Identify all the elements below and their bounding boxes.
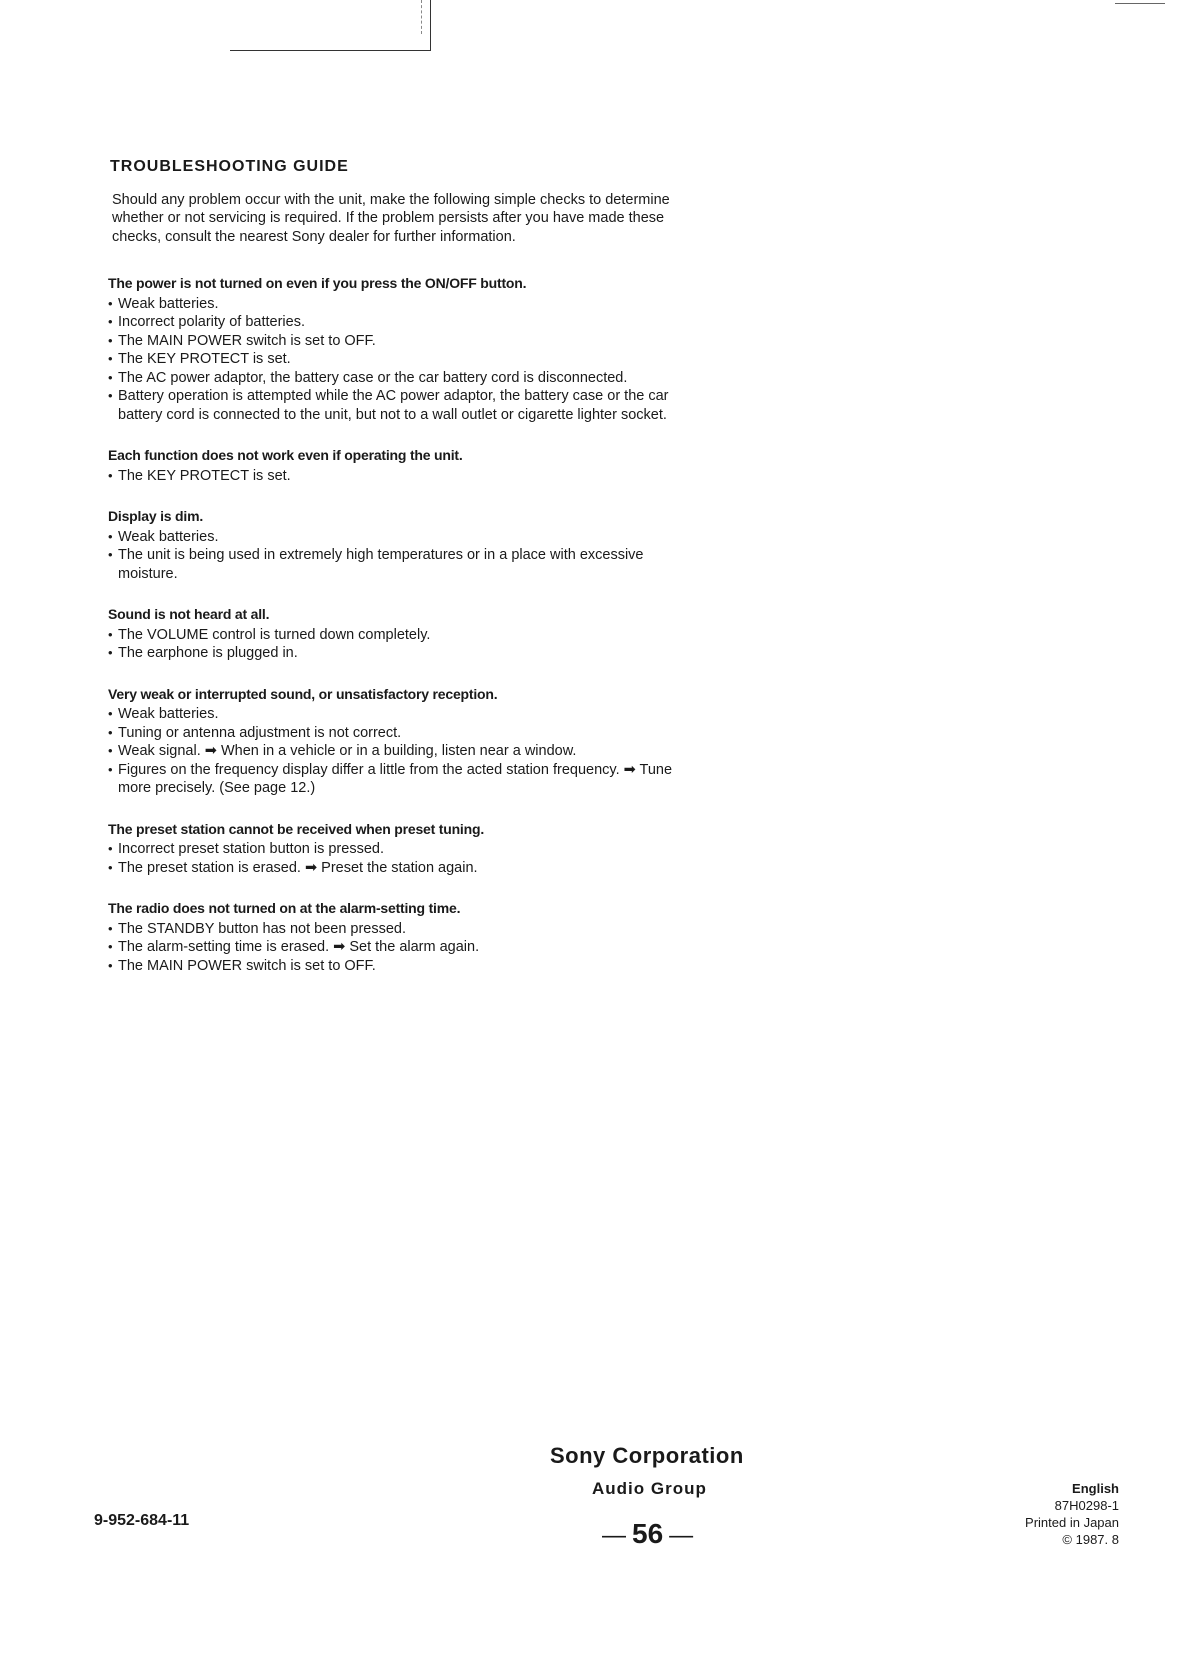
- troubleshooting-section: [108, 605, 688, 663]
- section-heading: Each function does not work even if operating the unit.: [108, 447, 463, 463]
- checklist: [108, 528, 688, 584]
- document-code: 87H0298-1: [1054, 1498, 1119, 1513]
- checklist-item: • The unit is being used in extremely high temperatures or in a place with excessive moisture.: [108, 546, 688, 583]
- checklist: [108, 295, 688, 425]
- section-heading: Display is dim.: [108, 508, 204, 524]
- checklist-item: • The MAIN POWER switch is set to OFF.: [108, 332, 688, 351]
- troubleshooting-section: [108, 507, 688, 583]
- checklist-item: • The MAIN POWER switch is set to OFF.: [108, 957, 688, 976]
- troubleshooting-section: [108, 274, 688, 424]
- troubleshooting-content: [108, 158, 688, 997]
- page-number: [596, 1518, 699, 1550]
- checklist-item: • The KEY PROTECT is set.: [108, 350, 688, 369]
- printed-in: Printed in Japan: [1025, 1515, 1119, 1530]
- crop-mark-frame: [230, 0, 431, 51]
- checklist-item: • Incorrect polarity of batteries.: [108, 313, 688, 332]
- section-heading: The preset station cannot be received when preset tuning.: [108, 820, 485, 837]
- checklist-item: • The VOLUME control is turned down completely.: [108, 626, 688, 645]
- section-heading: The radio does not turned on at the alarm-setting time.: [108, 900, 461, 916]
- footer-center: [520, 1443, 790, 1499]
- checklist: [108, 920, 688, 976]
- troubleshooting-section: [108, 685, 688, 798]
- checklist-item: • Weak signal. ➡ When in a vehicle or in a building, listen near a window.: [108, 742, 688, 761]
- troubleshooting-section: [108, 446, 688, 485]
- checklist-item: • Tuning or antenna adjustment is not correct.: [108, 724, 688, 743]
- checklist-item: • Weak batteries.: [108, 295, 688, 314]
- troubleshooting-sections: [108, 274, 688, 975]
- page-title: TROUBLESHOOTING GUIDE: [110, 158, 349, 175]
- checklist: [108, 840, 688, 877]
- language-label: English: [1072, 1481, 1119, 1496]
- checklist-item: • Figures on the frequency display differ a little from the acted station frequency. ➡ Tune more precisely. (See page 12.): [108, 761, 688, 798]
- checklist: [108, 705, 688, 798]
- checklist-item: • The alarm-setting time is erased. ➡ Set the alarm again.: [108, 938, 688, 957]
- checklist: [108, 626, 688, 663]
- checklist-item: • Incorrect preset station button is pressed.: [108, 840, 688, 859]
- page-number-value: 56: [632, 1518, 664, 1549]
- troubleshooting-section: [108, 820, 688, 878]
- checklist-item: • The preset station is erased. ➡ Preset the station again.: [108, 859, 688, 878]
- checklist-item: • The STANDBY button has not been pressed.: [108, 920, 688, 939]
- checklist: [108, 467, 688, 486]
- checklist-item: • Battery operation is attempted while the AC power adaptor, the battery case or the car battery cord is connected to the unit, but not to a wall outlet or cigarette lighter socket.: [108, 387, 688, 424]
- checklist-item: • The earphone is plugged in.: [108, 644, 688, 663]
- corner-rule: [1115, 3, 1165, 4]
- company-group: Audio Group: [592, 1479, 707, 1498]
- part-number: 9-952-684-11: [94, 1512, 190, 1529]
- section-heading: Sound is not heard at all.: [108, 606, 270, 622]
- print-info: [1025, 1480, 1119, 1548]
- checklist-item: • Weak batteries.: [108, 528, 688, 547]
- company-name: Sony Corporation: [550, 1443, 744, 1468]
- copyright: © 1987. 8: [1062, 1532, 1119, 1547]
- section-heading: The power is not turned on even if you press the ON/OFF button.: [108, 275, 527, 291]
- section-heading: Very weak or interrupted sound, or unsatisfactory reception.: [108, 685, 498, 702]
- troubleshooting-section: [108, 899, 688, 975]
- page-dash-right: —: [669, 1522, 694, 1549]
- intro-paragraph: Should any problem occur with the unit, make the following simple checks to determine whether or not servicing is required. If the problem persists after you have made these checks, consult the nearest Sony dealer for further information.: [112, 191, 670, 245]
- checklist-item: • The AC power adaptor, the battery case or the car battery cord is disconnected.: [108, 369, 688, 388]
- page-dash-left: —: [602, 1522, 626, 1549]
- checklist-item: • The KEY PROTECT is set.: [108, 467, 688, 486]
- checklist-item: • Weak batteries.: [108, 705, 688, 724]
- crop-mark-tick: [421, 0, 422, 34]
